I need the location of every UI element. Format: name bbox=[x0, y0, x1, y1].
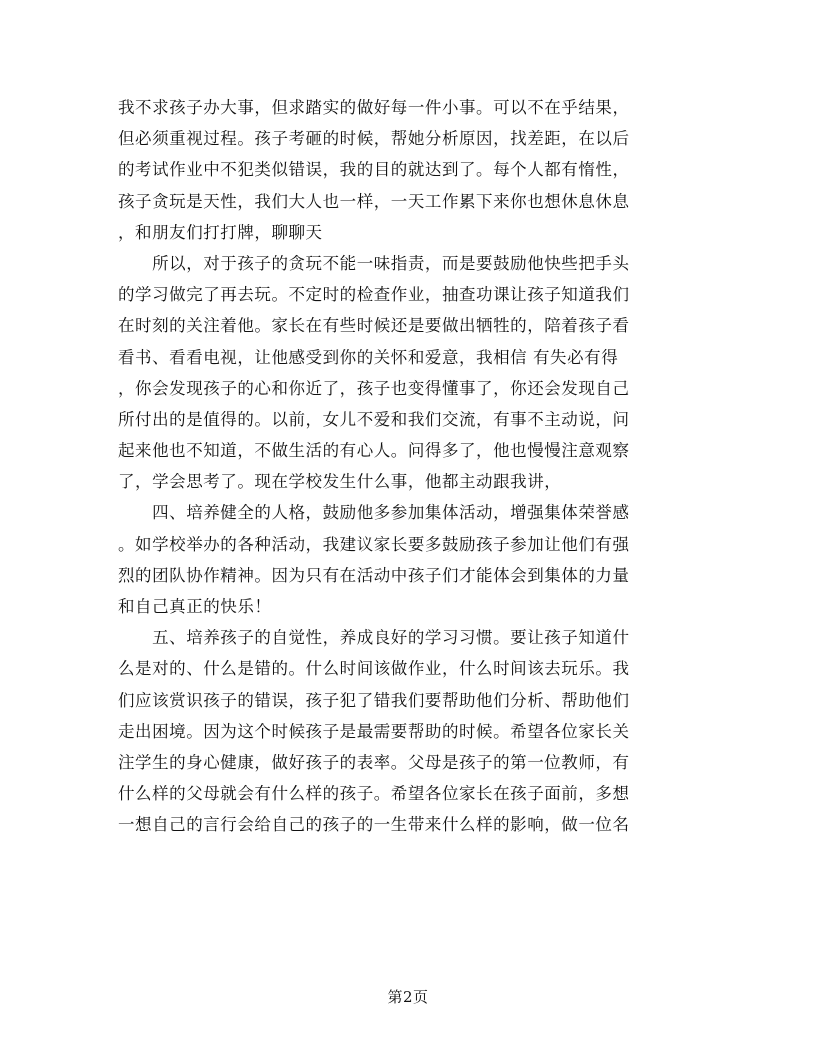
text-line: 烈的团队协作精神。因为只有在活动中孩子们才能体会到集体的力量 bbox=[118, 565, 630, 585]
text-line: 我不求孩子办大事，但求踏实的做好每一件小事。可以不在乎结果， bbox=[118, 98, 630, 117]
text-line: 的考试作业中不犯类似错误，我的目的就达到了。每个人都有惰性， bbox=[118, 160, 630, 180]
document-body bbox=[118, 92, 698, 841]
text-line: 五、培养孩子的自觉性，养成良好的学习习惯。要让孩子知道什 bbox=[118, 628, 630, 648]
text-line: 但必须重视过程。孩子考砸的时候，帮她分析原因，找差距，在以后 bbox=[118, 129, 630, 149]
text-line: ，你会发现孩子的心和你近了，孩子也变得懂事了，你还会发现自己 bbox=[118, 378, 630, 398]
text-line: 和自己真正的快乐！ bbox=[118, 597, 272, 616]
text-line: 所付出的是值得的。以前，女儿不爱和我们交流，有事不主动说，问 bbox=[118, 409, 630, 429]
text-line: 的学习做完了再去玩。不定时的检查作业，抽查功课让孩子知道我们 bbox=[118, 285, 630, 305]
text-line: 四、培养健全的人格，鼓励他多参加集体活动，增强集体荣誉感 bbox=[118, 503, 630, 523]
text-line: 什么样的父母就会有什么样的孩子。希望各位家长在孩子面前，多想 bbox=[118, 784, 630, 804]
text-line: 孩子贪玩是天性，我们大人也一样，一天工作累下来你也想休息休息 bbox=[118, 191, 630, 211]
text-line: ，和朋友们打打牌，聊聊天 bbox=[118, 222, 323, 242]
text-line: 注学生的身心健康，做好孩子的表率。父母是孩子的第一位教师，有 bbox=[118, 752, 630, 772]
text-line: 起来他也不知道，不做生活的有心人。问得多了，他也慢慢注意观察 bbox=[118, 441, 630, 461]
text-line: 在时刻的关注着他。家长在有些时候还是要做出牺牲的，陪着孩子看 bbox=[118, 316, 630, 336]
text-line: 们应该赏识孩子的错误，孩子犯了错我们要帮助他们分析、帮助他们 bbox=[118, 690, 630, 710]
text-line: 了，学会思考了。现在学校发生什么事，他都主动跟我讲， bbox=[118, 472, 562, 492]
page-number: 第2页 bbox=[387, 988, 429, 1006]
text-line: 所以，对于孩子的贪玩不能一味指责，而是要鼓励他快些把手头 bbox=[118, 253, 630, 273]
text-line: 看书、看看电视，让他感受到你的关怀和爱意，我相信 有失必有得 bbox=[118, 347, 619, 367]
text-line: 一想自己的言行会给自己的孩子的一生带来什么样的影响，做一位名 bbox=[118, 815, 630, 835]
text-line: 走出困境。因为这个时候孩子是最需要帮助的时候。希望各位家长关 bbox=[118, 721, 630, 741]
text-line: 么是对的、什么是错的。什么时间该做作业，什么时间该去玩乐。我 bbox=[118, 659, 630, 679]
text-line: 。如学校举办的各种活动，我建议家长要多鼓励孩子参加让他们有强 bbox=[118, 534, 630, 554]
